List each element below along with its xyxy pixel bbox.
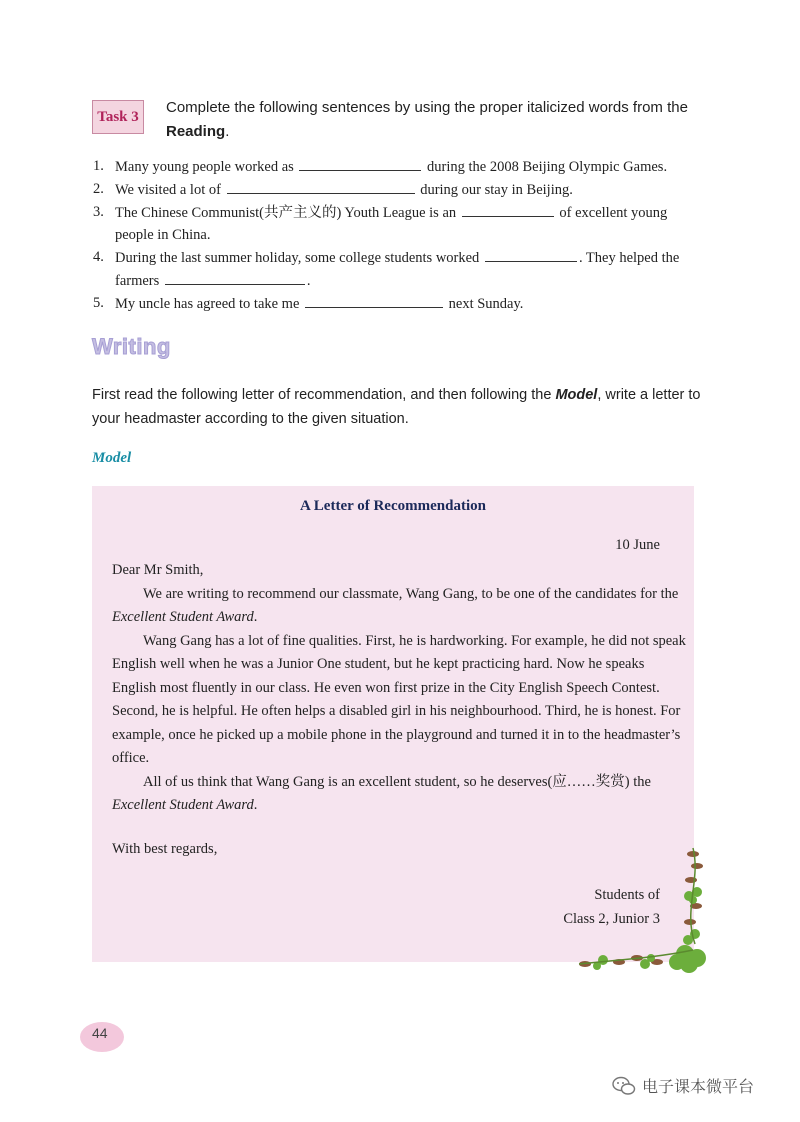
letter-closing: With best regards, [112, 841, 218, 857]
letter-signature-line1: Students of [594, 887, 660, 903]
letter-salutation: Dear Mr Smith, [112, 562, 204, 578]
letter-date: 10 June [615, 537, 660, 553]
answer-blank [485, 246, 577, 262]
letter-paragraph: We are writing to recommend our classmate, Wang Gang, to be one of the candidates for the Excellent Student Award. [112, 585, 679, 625]
sentence-list [93, 155, 713, 315]
letter-body [112, 559, 692, 818]
list-item: 5. My uncle has agreed to take me next Sunday. [93, 292, 713, 315]
list-item: 4. During the last summer holiday, some college students worked . They helped the farmers . [93, 246, 713, 292]
answer-blank [299, 155, 421, 171]
watermark-text: 电子课本微平台 [642, 1077, 755, 1096]
model-label: Model [92, 450, 132, 466]
wechat-icon [612, 1076, 636, 1096]
answer-blank [165, 269, 305, 285]
list-item: 1. Many young people worked as during the 2008 Beijing Olympic Games. [93, 155, 713, 178]
task-instruction: Complete the following sentences by using the proper italicized words from the Reading. [166, 99, 688, 140]
list-item: 3. The Chinese Communist(共产主义的) Youth League is an of excellent young people in China. [93, 201, 713, 246]
writing-instruction: First read the following letter of recommendation, and then following the Model, write a letter to your headmaster according to the given situation. [92, 387, 701, 427]
section-heading-writing: Writing [92, 334, 171, 359]
list-item: 2. We visited a lot of during our stay in Beijing. [93, 178, 713, 201]
letter-signature-line2: Class 2, Junior 3 [563, 911, 660, 927]
task-badge: Task 3 [92, 100, 144, 134]
letter-title: A Letter of Recommendation [300, 498, 486, 514]
answer-blank [227, 178, 415, 194]
answer-blank [305, 292, 443, 308]
page-number: 44 [92, 1025, 108, 1041]
flower-vine-decoration [575, 840, 715, 980]
answer-blank [462, 201, 554, 217]
letter-paragraph: Wang Gang has a lot of fine qualities. First, he is hardworking. For example, he did not speak English well when he was a Junior One student, but he kept practicing hard. Now he speaks English most fluently in our class. He even won first prize in the City English Speech Contest. Second, he is helpful. He often helps a disabled girl in his neighbourhood. Third, he is honest. For example, once he picked up a mobile phone in the playground and turned it in to the headmaster’s office. [112, 632, 686, 766]
watermark [612, 1074, 754, 1097]
letter-paragraph: All of us think that Wang Gang is an excellent student, so he deserves(应……奖赏) the Excellent Student Award. [112, 773, 651, 813]
